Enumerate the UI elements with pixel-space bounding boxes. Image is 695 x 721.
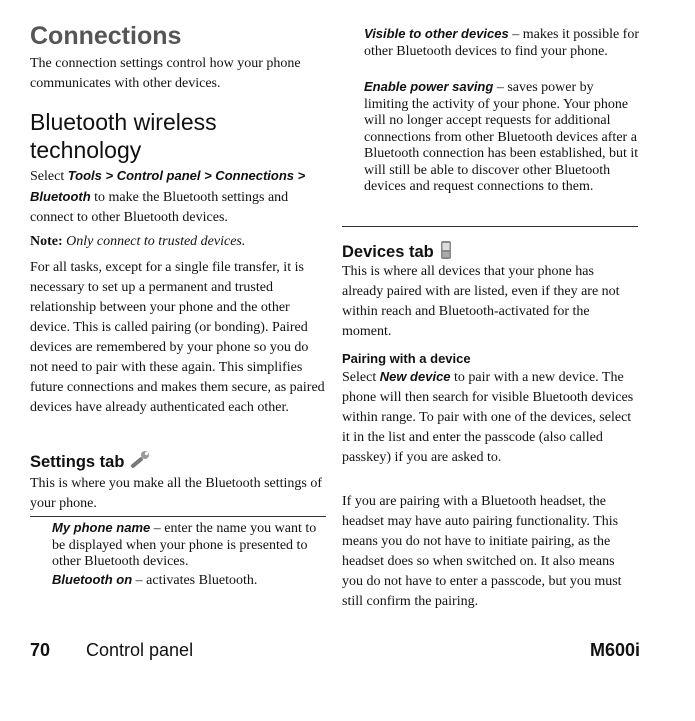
power-saving-desc: – saves power by limiting the activity of your phone. Your phone will no longer accept requests for additional connections from other Bluetooth devices after a Bluetooth connection has been established, but it will still be able to discover other Bluetooth devices and request connections to them. xyxy=(364,80,639,194)
pairing-prefix: Select xyxy=(342,370,380,385)
pairing-suffix: to pair with a new device. The phone will then search for visible Bluetooth devices within range. To pair with one of the devices, select it in the list and enter the passcode (also called passkey) if you are asked to. xyxy=(342,370,634,465)
select-suffix: to make the Bluetooth settings and connect to other Bluetooth devices. xyxy=(30,190,289,225)
divider xyxy=(30,516,326,517)
pairing-select-text xyxy=(342,367,638,468)
footer-model: M600i xyxy=(589,640,640,660)
bluetooth-on-label: Bluetooth on xyxy=(52,572,133,587)
pairing-paragraph: For all tasks, except for a single file transfer, it is necessary to set up a permanent and trusted relationship between your phone and the other device. This is called pairing (or bonding). Paired devices are remembered by your phone so you do not need to pair with these again. This simplifies future connections and makes them secure, as paired devices have already authenticated each other. xyxy=(30,260,325,415)
pairing-heading: Pairing with a device xyxy=(342,351,471,366)
note-text: Only connect to trusted devices. xyxy=(62,234,246,249)
page-title: Connections xyxy=(30,22,182,50)
select-prefix: Select xyxy=(30,169,68,184)
bluetooth-on-desc: – activates Bluetooth. xyxy=(132,573,258,588)
settings-tab-heading xyxy=(30,451,326,474)
note-label: Note: xyxy=(30,234,63,249)
bluetooth-on-item xyxy=(30,572,326,590)
wrench-icon xyxy=(130,451,150,474)
headset-paragraph: If you are pairing with a Bluetooth headset, the headset may have auto pairing functionality. This means you do not have to initiate pairing, as the headset does so when switched on. It also means you do not have to enter a passcode, but you must still confirm the pairing. xyxy=(342,494,622,609)
menu-path: Tools > Control panel > Connections > Bluetooth xyxy=(30,168,306,204)
new-device-label: New device xyxy=(379,369,451,384)
my-phone-name-label: My phone name xyxy=(52,520,151,535)
my-phone-name-item xyxy=(30,520,326,571)
page-number: 70 xyxy=(30,640,51,660)
devices-intro: This is where all devices that your phone has already paired with are listed, even if they are not within reach and Bluetooth-activated for the moment. xyxy=(342,264,620,339)
footer-section: Control panel xyxy=(86,640,194,660)
note xyxy=(30,232,326,252)
bluetooth-heading: Bluetooth wireless technology xyxy=(30,109,217,163)
devices-heading-label: Devices tab xyxy=(342,243,434,261)
power-saving-label: Enable power saving xyxy=(364,79,494,94)
my-phone-name-desc: – enter the name you want to be displayed when your phone is presented to other Bluetooth devices. xyxy=(52,521,317,569)
bluetooth-select-text xyxy=(30,166,326,228)
page-footer xyxy=(30,640,640,664)
divider xyxy=(342,226,638,227)
power-saving-item xyxy=(342,79,640,196)
visible-desc: – makes it possible for other Bluetooth devices to find your phone. xyxy=(364,27,639,59)
intro-text: The connection settings control how your phone communicates with other devices. xyxy=(30,56,301,91)
visible-item xyxy=(342,26,640,60)
visible-label: Visible to other devices xyxy=(364,26,509,41)
settings-intro: This is where you make all the Bluetooth settings of your phone. xyxy=(30,476,323,511)
settings-heading-label: Settings tab xyxy=(30,453,125,471)
